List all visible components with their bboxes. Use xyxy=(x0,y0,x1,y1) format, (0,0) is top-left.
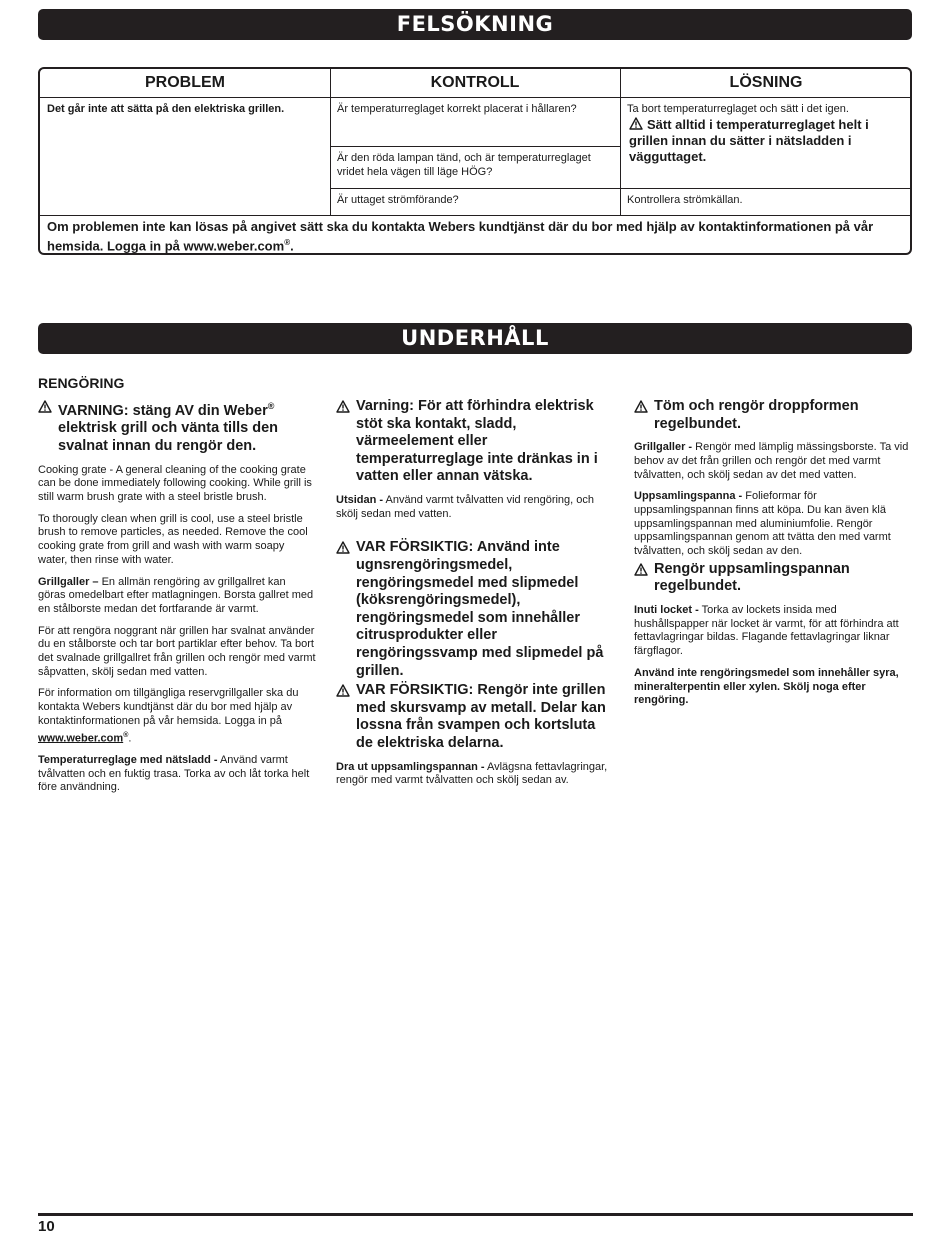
warning-text: VARNING: stäng AV din Weber xyxy=(58,402,268,419)
weber-link[interactable]: www.weber.com xyxy=(38,732,124,745)
warning-triangle-icon xyxy=(336,541,350,554)
check-cell-1: Är temperaturreglaget korrekt placerat i hållaren? xyxy=(337,103,577,115)
paragraph xyxy=(336,494,614,521)
contact-note-end: . xyxy=(290,238,294,254)
contact-note xyxy=(40,216,912,255)
cleaning-column-2 xyxy=(336,398,614,796)
header-solution: LÖSNING xyxy=(729,74,803,91)
check-cell-3: Är uttaget strömförande? xyxy=(337,194,459,206)
paragraph xyxy=(336,761,614,788)
paragraph: To thorougly clean when grill is cool, use a steel bristle brush to remove particles, as needed. Remove the cool cooking grate from grill and wash with warm soapy water, then rinse with water. xyxy=(38,512,308,566)
caution-heading xyxy=(336,682,614,752)
paragraph-lead: Grillgaller - xyxy=(634,441,693,454)
paragraph xyxy=(38,754,316,795)
warning-triangle-icon xyxy=(634,563,648,576)
registered-mark: ® xyxy=(284,238,291,247)
paragraph-lead: Uppsamlingspanna - xyxy=(634,490,743,503)
header-problem: PROBLEM xyxy=(145,74,225,91)
paragraph xyxy=(634,441,912,482)
warning-text: Rengör uppsamlingspannan regelbundet. xyxy=(654,560,850,595)
solution-cell-1 xyxy=(620,98,912,169)
cleaning-column-3 xyxy=(634,398,912,716)
warning-heading xyxy=(634,561,912,596)
warning-heading xyxy=(634,398,912,433)
warning-triangle-icon xyxy=(336,684,350,697)
registered-mark: ® xyxy=(267,401,275,411)
problem-cell: Det går inte att sätta på den elektriska grillen. xyxy=(47,103,285,115)
paragraph: Cooking grate - A general cleaning of the cooking grate can be done immediately following cooking. While grill is still warm brush grate with a steel bristle brush. xyxy=(38,463,312,504)
registered-mark: ® xyxy=(123,731,129,739)
header-check: KONTROLL xyxy=(430,74,520,91)
warning-heading xyxy=(38,398,316,456)
paragraph-lead: Grillgaller – xyxy=(38,575,99,588)
solution-text: Ta bort temperaturreglaget och sätt i det igen. xyxy=(627,103,849,115)
paragraph-text: Avlägsna fettavlagringar, rengör med varmt tvålvatten och skölj sedan av. xyxy=(336,760,608,787)
warning-triangle-icon xyxy=(634,400,648,413)
section-title-cleaning: RENGÖRING xyxy=(38,375,125,391)
warning-triangle-icon xyxy=(629,117,643,130)
paragraph xyxy=(38,687,316,745)
paragraph-text: En allmän rengöring av grillgallret kan göras omedelbart efter matlagningen. Borsta gallret med en stålborste medan det fortfarande är varmt. xyxy=(38,575,314,615)
warning-triangle-icon xyxy=(336,400,350,413)
page-number: 10 xyxy=(38,1218,55,1235)
paragraph-text: Använd varmt tvålvatten vid rengöring, och skölj sedan med vatten. xyxy=(336,493,595,520)
paragraph-lead: Dra ut uppsamlingspannan - xyxy=(336,760,485,773)
contact-note-text: Om problemen inte kan lösas på angivet sätt ska du kontakta Webers kundtjänst där du bor med hjälp av kontaktinformationen på vår hemsida. Logga in på www.weber.com xyxy=(47,219,874,254)
paragraph-lead: Utsidan - xyxy=(336,493,384,506)
troubleshooting-table xyxy=(38,67,912,255)
caution-text: VAR FÖRSIKTIG: Använd inte ugnsrengöringsmedel, rengöringsmedel med slipmedel (köksrengöringsmedel), rengöringsmedel som innehåller citrusprodukter eller rengöringssvamp med slipmedel på grillen. xyxy=(356,539,604,679)
solution-warning xyxy=(627,117,905,165)
paragraph-text: För information om tillgängliga reservgrillgaller ska du kontakta Webers kundtjänst där du bor med hjälp av kontaktinformationen på vår hemsida. Logga in på xyxy=(38,687,299,727)
paragraph-text: Använd varmt tvålvatten och en fuktig trasa. Torka av och låt torka helt före användning. xyxy=(38,753,310,794)
check-cell-2: Är den röda lampan tänd, och är temperaturreglaget vridet hela vägen till läge HÖG? xyxy=(337,152,591,178)
warning-text: Töm och rengör droppformen regelbundet. xyxy=(654,398,859,432)
caution-heading xyxy=(336,539,614,680)
maintenance-banner: UNDERHÅLL xyxy=(38,323,912,354)
paragraph: För att rengöra noggrant när grillen har svalnat använder du en stålborste och tar bort partiklar efter behov. Ta bort det svalnade grillgallret från grillen och rengör med varmt såpvatten, skölj sedan med vatten. xyxy=(38,624,316,678)
warning-heading xyxy=(336,398,614,486)
paragraph-lead: Inuti locket - xyxy=(634,604,699,616)
warning-text: Varning: För att förhindra elektrisk stöt ska kontakt, sladd, värmeelement eller temperaturreglage inte dränkas in i vatten eller annan vätska. xyxy=(356,398,598,485)
troubleshooting-banner: FELSÖKNING xyxy=(38,9,912,40)
warning-triangle-icon xyxy=(38,400,52,413)
paragraph xyxy=(634,490,912,559)
paragraph: Använd inte rengöringsmedel som innehåller syra, mineralterpentin eller xylen. Skölj noga efter rengöring. xyxy=(634,666,899,707)
warning-text-cont: elektrisk grill och vänta tills den svalnat innan du rengör den. xyxy=(58,420,278,455)
solution-cell-3: Kontrollera strömkällan. xyxy=(627,194,743,206)
paragraph xyxy=(38,576,316,617)
footer-rule xyxy=(38,1213,913,1216)
paragraph-end: . xyxy=(128,732,132,745)
paragraph-text: Folieformar för uppsamlingspannan finns att köpa. Du kan även klä uppsamlingspannan med aluminiumfolie. Rengör uppsamlingspannan genom att tvätta den med varmt tvålvatten, och skölj sedan av den. xyxy=(634,490,891,558)
solution-warning-text: Sätt alltid i temperaturreglaget helt i grillen innan du sätter i nätsladden i vägguttaget. xyxy=(629,117,869,164)
paragraph-text: Torka av lockets insida med hushållspapper när locket är varmt, för att förhindra att fettavlagringar bildas. Flagande fettavlagringar liknar färgflagor. xyxy=(634,604,899,658)
caution-text: VAR FÖRSIKTIG: Rengör inte grillen med skursvamp av metall. Delar kan lossna från svampen och kortsluta de elektriska delarna. xyxy=(356,682,606,751)
cleaning-column-1 xyxy=(38,398,316,803)
paragraph-lead: Temperaturreglage med nätsladd - xyxy=(38,753,218,766)
paragraph-text: Rengör med lämplig mässingsborste. Ta vid behov av det från grillen och rengör det med varmt tvålvatten, och skölj sedan av det med vatten. xyxy=(634,441,909,481)
paragraph xyxy=(634,604,912,659)
